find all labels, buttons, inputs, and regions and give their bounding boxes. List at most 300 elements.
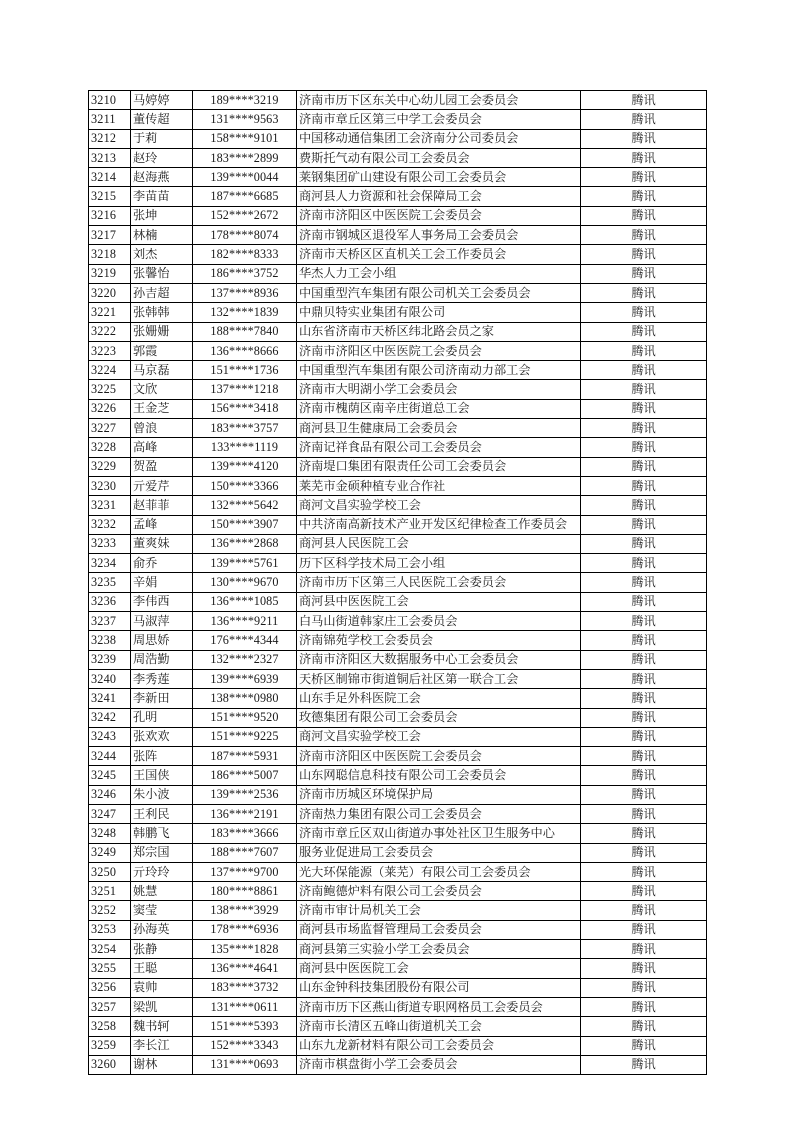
table-row	[89, 341, 707, 360]
cell-source: 腾讯	[581, 283, 707, 302]
cell-phone: 180****8861	[193, 882, 297, 901]
cell-phone: 152****3343	[193, 1036, 297, 1055]
cell-source: 腾讯	[581, 708, 707, 727]
table-row	[89, 534, 707, 553]
cell-source: 腾讯	[581, 959, 707, 978]
cell-organization: 中国重型汽车集团有限公司济南动力部工会	[297, 361, 581, 380]
cell-source: 腾讯	[581, 419, 707, 438]
cell-source: 腾讯	[581, 515, 707, 534]
cell-sequence: 3227	[89, 419, 131, 438]
cell-source: 腾讯	[581, 689, 707, 708]
cell-organization: 光大环保能源（莱芜）有限公司工会委员会	[297, 862, 581, 881]
cell-source: 腾讯	[581, 91, 707, 110]
table-row	[89, 148, 707, 167]
cell-sequence: 3238	[89, 631, 131, 650]
cell-organization: 济南堤口集团有限责任公司工会委员会	[297, 457, 581, 476]
cell-phone: 151****9520	[193, 708, 297, 727]
cell-organization: 白马山街道韩家庄工会委员会	[297, 612, 581, 631]
cell-organization: 玫德集团有限公司工会委员会	[297, 708, 581, 727]
cell-phone: 137****8936	[193, 283, 297, 302]
table-row	[89, 843, 707, 862]
cell-name: 韩鹏飞	[131, 824, 193, 843]
cell-organization: 济南市审计局机关工会	[297, 901, 581, 920]
cell-source: 腾讯	[581, 747, 707, 766]
cell-source: 腾讯	[581, 110, 707, 129]
cell-organization: 济南市济阳区中医医院工会委员会	[297, 206, 581, 225]
table-row	[89, 940, 707, 959]
cell-phone: 136****9211	[193, 612, 297, 631]
cell-name: 张欢欢	[131, 727, 193, 746]
cell-sequence: 3230	[89, 476, 131, 495]
cell-sequence: 3224	[89, 361, 131, 380]
cell-organization: 商河县市场监督管理局工会委员会	[297, 920, 581, 939]
cell-source: 腾讯	[581, 1036, 707, 1055]
cell-phone: 138****0980	[193, 689, 297, 708]
cell-phone: 132****1839	[193, 303, 297, 322]
table-row	[89, 766, 707, 785]
cell-source: 腾讯	[581, 303, 707, 322]
cell-source: 腾讯	[581, 264, 707, 283]
table-row	[89, 862, 707, 881]
cell-source: 腾讯	[581, 457, 707, 476]
cell-name: 贺盈	[131, 457, 193, 476]
cell-name: 袁帅	[131, 978, 193, 997]
table-row	[89, 882, 707, 901]
cell-name: 张姗姗	[131, 322, 193, 341]
cell-organization: 济南锦苑学校工会委员会	[297, 631, 581, 650]
cell-phone: 182****8333	[193, 245, 297, 264]
cell-name: 曾浪	[131, 419, 193, 438]
cell-organization: 中共济南高新技术产业开发区纪律检查工作委员会	[297, 515, 581, 534]
cell-phone: 151****5393	[193, 1017, 297, 1036]
cell-organization: 天桥区制锦市街道铜后社区第一联合工会	[297, 669, 581, 688]
table-row	[89, 91, 707, 110]
cell-organization: 济南市章丘区第三中学工会委员会	[297, 110, 581, 129]
cell-sequence: 3217	[89, 226, 131, 245]
cell-name: 李秀莲	[131, 669, 193, 688]
cell-name: 张馨怡	[131, 264, 193, 283]
table-row	[89, 399, 707, 418]
table-row	[89, 438, 707, 457]
cell-organization: 山东手足外科医院工会	[297, 689, 581, 708]
cell-source: 腾讯	[581, 438, 707, 457]
cell-sequence: 3255	[89, 959, 131, 978]
cell-name: 张坤	[131, 206, 193, 225]
cell-sequence: 3213	[89, 148, 131, 167]
table-row	[89, 168, 707, 187]
cell-sequence: 3247	[89, 804, 131, 823]
cell-name: 窦莹	[131, 901, 193, 920]
cell-source: 腾讯	[581, 399, 707, 418]
table-row	[89, 669, 707, 688]
cell-sequence: 3219	[89, 264, 131, 283]
cell-organization: 服务业促进局工会委员会	[297, 843, 581, 862]
cell-phone: 158****9101	[193, 129, 297, 148]
cell-phone: 156****3418	[193, 399, 297, 418]
cell-phone: 151****9225	[193, 727, 297, 746]
cell-phone: 132****2327	[193, 650, 297, 669]
cell-source: 腾讯	[581, 669, 707, 688]
roster-table-body	[89, 91, 707, 1075]
cell-sequence: 3260	[89, 1055, 131, 1074]
cell-source: 腾讯	[581, 766, 707, 785]
cell-sequence: 3218	[89, 245, 131, 264]
cell-name: 俞乔	[131, 554, 193, 573]
cell-phone: 137****9700	[193, 862, 297, 881]
cell-organization: 商河文昌实验学校工会	[297, 727, 581, 746]
cell-sequence: 3256	[89, 978, 131, 997]
table-row	[89, 457, 707, 476]
cell-name: 张阵	[131, 747, 193, 766]
cell-sequence: 3236	[89, 592, 131, 611]
cell-organization: 济南市棋盘街小学工会委员会	[297, 1055, 581, 1074]
roster-table-container	[88, 90, 706, 1075]
cell-sequence: 3242	[89, 708, 131, 727]
cell-source: 腾讯	[581, 245, 707, 264]
table-row	[89, 1036, 707, 1055]
cell-name: 张韩韩	[131, 303, 193, 322]
table-row	[89, 959, 707, 978]
cell-name: 王聪	[131, 959, 193, 978]
cell-source: 腾讯	[581, 129, 707, 148]
cell-source: 腾讯	[581, 361, 707, 380]
cell-organization: 济南市济阳区大数据服务中心工会委员会	[297, 650, 581, 669]
cell-organization: 费斯托气动有限公司工会委员会	[297, 148, 581, 167]
cell-organization: 济南市济阳区中医医院工会委员会	[297, 341, 581, 360]
cell-phone: 130****9670	[193, 573, 297, 592]
cell-phone: 186****3752	[193, 264, 297, 283]
cell-name: 王金芝	[131, 399, 193, 418]
cell-source: 腾讯	[581, 322, 707, 341]
cell-sequence: 3212	[89, 129, 131, 148]
cell-sequence: 3223	[89, 341, 131, 360]
cell-phone: 131****0693	[193, 1055, 297, 1074]
cell-phone: 188****7840	[193, 322, 297, 341]
cell-name: 孟峰	[131, 515, 193, 534]
table-row	[89, 476, 707, 495]
cell-name: 赵玲	[131, 148, 193, 167]
cell-name: 张静	[131, 940, 193, 959]
cell-source: 腾讯	[581, 650, 707, 669]
cell-organization: 济南市历下区燕山街道专职网格员工会委员会	[297, 997, 581, 1016]
table-row	[89, 592, 707, 611]
table-row	[89, 1017, 707, 1036]
cell-phone: 183****3666	[193, 824, 297, 843]
cell-organization: 商河县第三实验小学工会委员会	[297, 940, 581, 959]
cell-source: 腾讯	[581, 824, 707, 843]
cell-source: 腾讯	[581, 612, 707, 631]
table-row	[89, 612, 707, 631]
cell-name: 亓爱芹	[131, 476, 193, 495]
cell-sequence: 3250	[89, 862, 131, 881]
cell-phone: 136****1085	[193, 592, 297, 611]
cell-phone: 183****2899	[193, 148, 297, 167]
table-row	[89, 747, 707, 766]
cell-phone: 136****2868	[193, 534, 297, 553]
cell-sequence: 3241	[89, 689, 131, 708]
table-row	[89, 515, 707, 534]
cell-phone: 139****2536	[193, 785, 297, 804]
cell-sequence: 3251	[89, 882, 131, 901]
cell-sequence: 3240	[89, 669, 131, 688]
cell-sequence: 3235	[89, 573, 131, 592]
cell-name: 李长江	[131, 1036, 193, 1055]
cell-source: 腾讯	[581, 534, 707, 553]
cell-phone: 135****1828	[193, 940, 297, 959]
table-row	[89, 187, 707, 206]
cell-organization: 济南市历城区环境保护局	[297, 785, 581, 804]
cell-organization: 济南市钢城区退役军人事务局工会委员会	[297, 226, 581, 245]
table-row	[89, 901, 707, 920]
cell-sequence: 3234	[89, 554, 131, 573]
cell-phone: 137****1218	[193, 380, 297, 399]
roster-table	[88, 90, 707, 1075]
cell-sequence: 3245	[89, 766, 131, 785]
table-row	[89, 206, 707, 225]
cell-sequence: 3237	[89, 612, 131, 631]
cell-source: 腾讯	[581, 554, 707, 573]
cell-name: 高峰	[131, 438, 193, 457]
cell-source: 腾讯	[581, 862, 707, 881]
cell-organization: 济南市槐荫区南辛庄街道总工会	[297, 399, 581, 418]
cell-sequence: 3259	[89, 1036, 131, 1055]
table-row	[89, 785, 707, 804]
cell-source: 腾讯	[581, 1055, 707, 1074]
cell-phone: 151****1736	[193, 361, 297, 380]
cell-source: 腾讯	[581, 804, 707, 823]
cell-phone: 132****5642	[193, 496, 297, 515]
cell-name: 李苗苗	[131, 187, 193, 206]
cell-organization: 济南市大明湖小学工会委员会	[297, 380, 581, 399]
cell-sequence: 3258	[89, 1017, 131, 1036]
cell-name: 郑宗国	[131, 843, 193, 862]
cell-organization: 济南市天桥区区直机关工会工作委员会	[297, 245, 581, 264]
cell-name: 马婷婷	[131, 91, 193, 110]
cell-name: 亓玲玲	[131, 862, 193, 881]
cell-source: 腾讯	[581, 168, 707, 187]
cell-name: 董爽妹	[131, 534, 193, 553]
table-row	[89, 573, 707, 592]
cell-organization: 济南鲍德炉料有限公司工会委员会	[297, 882, 581, 901]
cell-sequence: 3257	[89, 997, 131, 1016]
cell-name: 李新田	[131, 689, 193, 708]
cell-organization: 商河县中医医院工会	[297, 959, 581, 978]
cell-organization: 莱芜市金硕种植专业合作社	[297, 476, 581, 495]
cell-sequence: 3231	[89, 496, 131, 515]
table-row	[89, 727, 707, 746]
cell-source: 腾讯	[581, 978, 707, 997]
cell-source: 腾讯	[581, 592, 707, 611]
cell-source: 腾讯	[581, 341, 707, 360]
table-row	[89, 129, 707, 148]
table-row	[89, 419, 707, 438]
cell-sequence: 3233	[89, 534, 131, 553]
cell-source: 腾讯	[581, 940, 707, 959]
table-row	[89, 283, 707, 302]
table-row	[89, 978, 707, 997]
cell-sequence: 3220	[89, 283, 131, 302]
table-row	[89, 110, 707, 129]
table-row	[89, 997, 707, 1016]
cell-name: 于莉	[131, 129, 193, 148]
table-row	[89, 824, 707, 843]
cell-name: 马京磊	[131, 361, 193, 380]
cell-phone: 176****4344	[193, 631, 297, 650]
cell-name: 马淑萍	[131, 612, 193, 631]
cell-name: 郭霞	[131, 341, 193, 360]
cell-sequence: 3226	[89, 399, 131, 418]
table-row	[89, 1055, 707, 1074]
cell-phone: 131****0611	[193, 997, 297, 1016]
cell-organization: 济南市济阳区中医医院工会委员会	[297, 747, 581, 766]
cell-organization: 中国重型汽车集团有限公司机关工会委员会	[297, 283, 581, 302]
cell-name: 周浩勤	[131, 650, 193, 669]
cell-name: 周思娇	[131, 631, 193, 650]
cell-sequence: 3210	[89, 91, 131, 110]
cell-source: 腾讯	[581, 997, 707, 1016]
cell-source: 腾讯	[581, 206, 707, 225]
cell-organization: 山东九龙新材料有限公司工会委员会	[297, 1036, 581, 1055]
cell-name: 谢林	[131, 1055, 193, 1074]
table-row	[89, 631, 707, 650]
cell-name: 孙吉超	[131, 283, 193, 302]
cell-sequence: 3252	[89, 901, 131, 920]
table-row	[89, 708, 707, 727]
cell-name: 辛娟	[131, 573, 193, 592]
cell-source: 腾讯	[581, 573, 707, 592]
table-row	[89, 361, 707, 380]
cell-organization: 商河县卫生健康局工会委员会	[297, 419, 581, 438]
cell-phone: 136****2191	[193, 804, 297, 823]
cell-phone: 131****9563	[193, 110, 297, 129]
cell-name: 孔明	[131, 708, 193, 727]
cell-name: 魏书轲	[131, 1017, 193, 1036]
cell-organization: 商河县人力资源和社会保障局工会	[297, 187, 581, 206]
cell-source: 腾讯	[581, 476, 707, 495]
cell-organization: 济南市章丘区双山街道办事处社区卫生服务中心	[297, 824, 581, 843]
cell-phone: 187****5931	[193, 747, 297, 766]
table-row	[89, 496, 707, 515]
cell-sequence: 3232	[89, 515, 131, 534]
table-row	[89, 804, 707, 823]
table-row	[89, 264, 707, 283]
cell-name: 文欣	[131, 380, 193, 399]
cell-name: 赵海燕	[131, 168, 193, 187]
cell-organization: 商河县中医医院工会	[297, 592, 581, 611]
cell-sequence: 3216	[89, 206, 131, 225]
cell-source: 腾讯	[581, 187, 707, 206]
cell-organization: 济南市历下区东关中心幼儿园工会委员会	[297, 91, 581, 110]
cell-name: 梁凯	[131, 997, 193, 1016]
cell-sequence: 3253	[89, 920, 131, 939]
cell-phone: 150****3366	[193, 476, 297, 495]
cell-phone: 139****4120	[193, 457, 297, 476]
cell-organization: 山东省济南市天桥区纬北路会员之家	[297, 322, 581, 341]
table-row	[89, 920, 707, 939]
cell-phone: 139****0044	[193, 168, 297, 187]
cell-sequence: 3215	[89, 187, 131, 206]
cell-sequence: 3244	[89, 747, 131, 766]
cell-name: 孙海英	[131, 920, 193, 939]
cell-name: 董传超	[131, 110, 193, 129]
cell-sequence: 3221	[89, 303, 131, 322]
cell-phone: 152****2672	[193, 206, 297, 225]
table-row	[89, 226, 707, 245]
cell-source: 腾讯	[581, 920, 707, 939]
cell-phone: 178****6936	[193, 920, 297, 939]
table-row	[89, 322, 707, 341]
cell-sequence: 3239	[89, 650, 131, 669]
cell-sequence: 3211	[89, 110, 131, 129]
cell-name: 刘杰	[131, 245, 193, 264]
cell-source: 腾讯	[581, 148, 707, 167]
cell-phone: 139****6939	[193, 669, 297, 688]
cell-source: 腾讯	[581, 631, 707, 650]
cell-phone: 133****1119	[193, 438, 297, 457]
cell-source: 腾讯	[581, 785, 707, 804]
cell-organization: 中国移动通信集团工会济南分公司委员会	[297, 129, 581, 148]
cell-source: 腾讯	[581, 727, 707, 746]
cell-phone: 136****4641	[193, 959, 297, 978]
cell-sequence: 3254	[89, 940, 131, 959]
cell-source: 腾讯	[581, 226, 707, 245]
cell-name: 李伟西	[131, 592, 193, 611]
cell-organization: 济南市历下区第三人民医院工会委员会	[297, 573, 581, 592]
cell-organization: 济南热力集团有限公司工会委员会	[297, 804, 581, 823]
cell-organization: 商河文昌实验学校工会	[297, 496, 581, 515]
cell-source: 腾讯	[581, 1017, 707, 1036]
cell-sequence: 3229	[89, 457, 131, 476]
table-row	[89, 245, 707, 264]
cell-source: 腾讯	[581, 380, 707, 399]
cell-phone: 189****3219	[193, 91, 297, 110]
cell-sequence: 3228	[89, 438, 131, 457]
cell-sequence: 3248	[89, 824, 131, 843]
cell-source: 腾讯	[581, 901, 707, 920]
cell-name: 朱小波	[131, 785, 193, 804]
table-row	[89, 303, 707, 322]
cell-name: 王利民	[131, 804, 193, 823]
cell-phone: 187****6685	[193, 187, 297, 206]
cell-organization: 商河县人民医院工会	[297, 534, 581, 553]
cell-organization: 中鼎贝特实业集团有限公司	[297, 303, 581, 322]
cell-phone: 183****3732	[193, 978, 297, 997]
table-row	[89, 650, 707, 669]
cell-phone: 138****3929	[193, 901, 297, 920]
cell-name: 王国侠	[131, 766, 193, 785]
cell-organization: 山东金钟科技集团股份有限公司	[297, 978, 581, 997]
table-row	[89, 380, 707, 399]
cell-organization: 历下区科学技术局工会小组	[297, 554, 581, 573]
cell-phone: 136****8666	[193, 341, 297, 360]
cell-phone: 183****3757	[193, 419, 297, 438]
cell-phone: 188****7607	[193, 843, 297, 862]
cell-organization: 山东网聪信息科技有限公司工会委员会	[297, 766, 581, 785]
cell-name: 赵菲菲	[131, 496, 193, 515]
cell-phone: 178****8074	[193, 226, 297, 245]
cell-sequence: 3246	[89, 785, 131, 804]
cell-name: 姚慧	[131, 882, 193, 901]
cell-sequence: 3214	[89, 168, 131, 187]
cell-source: 腾讯	[581, 496, 707, 515]
cell-phone: 139****5761	[193, 554, 297, 573]
cell-organization: 济南记祥食品有限公司工会委员会	[297, 438, 581, 457]
table-row	[89, 554, 707, 573]
cell-sequence: 3222	[89, 322, 131, 341]
cell-phone: 186****5007	[193, 766, 297, 785]
cell-phone: 150****3907	[193, 515, 297, 534]
table-row	[89, 689, 707, 708]
